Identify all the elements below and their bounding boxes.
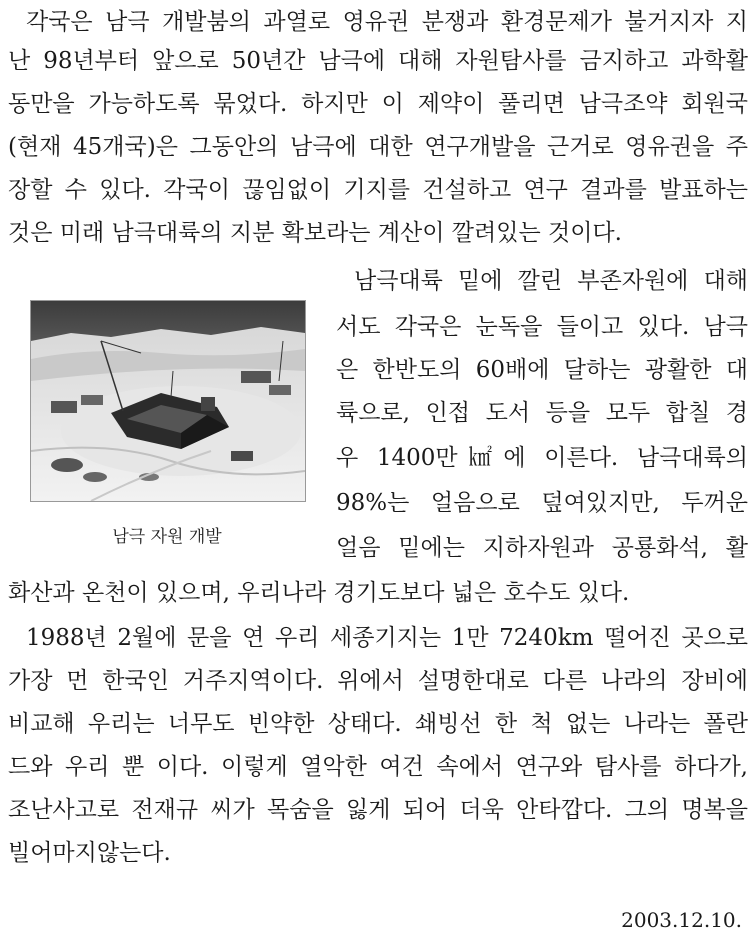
text-line: 1988년 2월에 문을 연 우리 세종기지는 1만 7240km 떨어진 곳으로 [26,625,748,651]
text-line: 륙으로, 인접 도서 등을 모두 합칠 경 [336,400,748,426]
text-line: 동만을 가능하도록 묶었다. 하지만 이 제약이 풀리면 남극조약 회원국 [8,91,748,117]
text-line: 장할 수 있다. 각국이 끊임없이 기지를 건설하고 연구 결과를 발표하는 [8,177,748,203]
text-line: (현재 45개국)은 그동안의 남극에 대한 연구개발을 근거로 영유권을 주 [8,134,748,160]
text-line: 것은 미래 남극대륙의 지분 확보라는 계산이 깔려있는 것이다. [8,220,622,246]
text-line: 난 98년부터 앞으로 50년간 남극에 대해 자원탐사를 금지하고 과학활 [8,48,748,74]
text-line: 빌어마지않는다. [8,840,171,866]
text-line: 드와 우리 뿐 이다. 이렇게 열악한 여건 속에서 연구와 탐사를 하다가, [8,754,748,780]
antarctic-base-photo [30,300,306,502]
text-line: 가장 먼 한국인 거주지역이다. 위에서 설명한대로 다른 나라의 장비에 [8,668,748,694]
figure-caption: 남극 자원 개발 [112,527,222,547]
text-line: 조난사고로 전재규 씨가 목숨을 잃게 되어 더욱 안타깝다. 그의 명복을 [8,797,748,823]
text-line: 우 1400만㎢에 이른다. 남극대륙의 [336,445,748,471]
text-line: 얼음 밑에는 지하자원과 공룡화석, 활 [336,535,748,561]
text-line: 화산과 온천이 있으며, 우리나라 경기도보다 넓은 호수도 있다. [8,580,630,606]
text-line: 은 한반도의 60배에 달하는 광활한 대 [336,357,748,383]
text-line: 남극대륙 밑에 깔린 부존자원에 대해 [354,268,748,294]
text-line: 서도 각국은 눈독을 들이고 있다. 남극 [336,314,748,340]
text-line: 비교해 우리는 너무도 빈약한 상태다. 쇄빙선 한 척 없는 나라는 폴란 [8,711,748,737]
text-line: 98%는 얼음으로 덮여있지만, 두꺼운 [336,490,748,516]
text-line: 각국은 남극 개발붐의 과열로 영유권 분쟁과 환경문제가 불거지자 지 [26,9,748,35]
document-date: 2003.12.10. [621,908,742,932]
